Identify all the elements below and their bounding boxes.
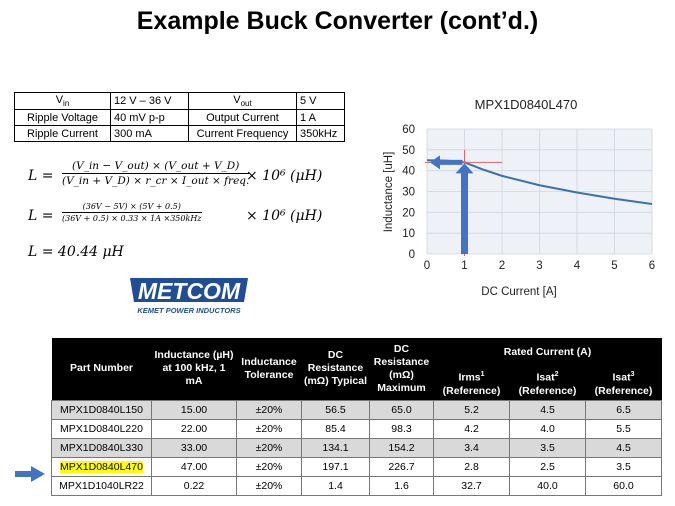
cell-inductance: 47.00 bbox=[152, 457, 237, 476]
fraction-bar bbox=[62, 212, 202, 213]
spec-cell: Current Frequency bbox=[189, 126, 297, 142]
equation-denominator: (V_in + V_D) × r_cr × I_out × freq. bbox=[62, 175, 250, 187]
y-tick-label: 10 bbox=[402, 228, 415, 241]
equation-result: L = 40.44 μH bbox=[28, 244, 124, 260]
highlighted-part-number: MPX1D0840L470 bbox=[60, 460, 143, 473]
x-tick-label: 0 bbox=[423, 260, 431, 272]
header-inductance: Inductance (µH) at 100 kHz, 1 mA bbox=[152, 338, 237, 400]
cell-part-number: MPX1D0840L330 bbox=[52, 438, 152, 457]
equation-lhs: L = bbox=[28, 168, 54, 184]
cell-tolerance: ±20% bbox=[237, 419, 302, 438]
y-tick-label: 0 bbox=[408, 249, 415, 261]
header-dcr-typical: DC Resistance (mΩ) Typical bbox=[302, 338, 370, 400]
spec-row bbox=[15, 126, 345, 142]
cell-dcr-maximum: 226.7 bbox=[370, 457, 434, 476]
spec-cell: 1 A bbox=[297, 110, 345, 126]
cell-tolerance: ±20% bbox=[237, 457, 302, 476]
equation-tail: × 10⁶ (μH) bbox=[246, 168, 323, 184]
cell-irms: 32.7 bbox=[434, 476, 510, 495]
cell-inductance: 22.00 bbox=[152, 419, 237, 438]
up-arrow-shaft bbox=[461, 172, 468, 254]
cell-tolerance: ±20% bbox=[237, 476, 302, 495]
cell-isat3: 4.5 bbox=[586, 438, 662, 457]
cell-isat2: 2.5 bbox=[510, 457, 586, 476]
spec-cell: Ripple Voltage bbox=[15, 110, 111, 126]
chart-title: MPX1D0840L470 bbox=[474, 97, 578, 112]
cell-dcr-typical: 197.1 bbox=[302, 457, 370, 476]
header-row bbox=[52, 338, 662, 366]
header-irms: Irms$^1$ (Reference) bbox=[434, 366, 510, 400]
cell-isat2: 4.0 bbox=[510, 419, 586, 438]
header-tolerance: Inductance Tolerance bbox=[237, 338, 302, 400]
y-tick-label: 50 bbox=[402, 144, 415, 157]
cell-dcr-typical: 85.4 bbox=[302, 419, 370, 438]
equation-fraction bbox=[62, 160, 249, 187]
inductance-chart bbox=[372, 92, 672, 302]
left-arrow-shaft bbox=[439, 160, 463, 165]
spec-cell: 40 mV p-p bbox=[111, 110, 189, 126]
y-tick-label: 30 bbox=[402, 186, 415, 199]
table-row bbox=[52, 476, 662, 495]
equation-3 bbox=[28, 244, 124, 260]
table-row-highlighted bbox=[52, 457, 662, 476]
chart-y-axis-label: Inductance [uH] bbox=[383, 151, 395, 233]
equation-numerator: (V_in − V_out) × (V_out + V_D) bbox=[72, 160, 240, 172]
logo-wordmark: METCOM bbox=[137, 278, 241, 304]
y-tick-label: 40 bbox=[402, 165, 415, 178]
equation-tail: × 10⁶ (μH) bbox=[246, 208, 323, 224]
cell-irms: 4.2 bbox=[434, 419, 510, 438]
equation-2 bbox=[28, 202, 368, 232]
spec-cell: $V_{in}$ bbox=[15, 93, 111, 110]
row-pointer-arrow-icon bbox=[15, 466, 45, 482]
x-tick-label: 2 bbox=[498, 260, 506, 272]
spec-cell: 12 V – 36 V bbox=[111, 93, 189, 110]
chart-grid bbox=[427, 129, 652, 254]
spec-cell: Output Current bbox=[189, 110, 297, 126]
cell-isat2: 40.0 bbox=[510, 476, 586, 495]
equation-fraction bbox=[62, 202, 202, 223]
cell-irms: 2.8 bbox=[434, 457, 510, 476]
cell-dcr-maximum: 154.2 bbox=[370, 438, 434, 457]
cell-dcr-maximum: 1.6 bbox=[370, 476, 434, 495]
cell-isat3: 6.5 bbox=[586, 400, 662, 419]
cell-dcr-maximum: 65.0 bbox=[370, 400, 434, 419]
equation-denominator: (36V + 0.5) × 0.33 × 1A ×350kHz bbox=[62, 214, 202, 223]
cell-dcr-typical: 134.1 bbox=[302, 438, 370, 457]
spec-table bbox=[14, 92, 345, 142]
metcom-logo bbox=[126, 272, 252, 318]
cell-part-number bbox=[52, 457, 152, 476]
table-row bbox=[52, 419, 662, 438]
cell-dcr-typical: 56.5 bbox=[302, 400, 370, 419]
y-tick-label: 60 bbox=[402, 124, 415, 136]
spec-row bbox=[15, 110, 345, 126]
x-tick-label: 5 bbox=[611, 260, 618, 272]
header-isat3: Isat$^3$ (Reference) bbox=[586, 366, 662, 400]
cell-tolerance: ±20% bbox=[237, 438, 302, 457]
cell-inductance: 0.22 bbox=[152, 476, 237, 495]
cell-irms: 5.2 bbox=[434, 400, 510, 419]
x-tick-label: 4 bbox=[573, 260, 581, 272]
fraction-bar bbox=[62, 173, 249, 174]
parts-table bbox=[51, 338, 662, 496]
logo-tagline: KEMET POWER INDUCTORS bbox=[137, 306, 241, 315]
equation-numerator: (36V − 5V) × (5V + 0.5) bbox=[82, 202, 181, 211]
equation-1 bbox=[28, 160, 368, 196]
cell-part-number: MPX1D1040LR22 bbox=[52, 476, 152, 495]
spec-cell: 350kHz bbox=[297, 126, 345, 142]
cell-part-number: MPX1D0840L220 bbox=[52, 419, 152, 438]
x-tick-label: 6 bbox=[648, 260, 656, 272]
cell-inductance: 33.00 bbox=[152, 438, 237, 457]
header-rated-current: Rated Current (A) bbox=[434, 338, 662, 366]
spec-cell: $V_{out}$ bbox=[189, 93, 297, 110]
cell-isat2: 4.5 bbox=[510, 400, 586, 419]
table-row bbox=[52, 400, 662, 419]
x-tick-label: 3 bbox=[536, 260, 543, 272]
table-row bbox=[52, 438, 662, 457]
cell-isat3: 3.5 bbox=[586, 457, 662, 476]
cell-tolerance: ±20% bbox=[237, 400, 302, 419]
header-isat2: Isat$^2$ (Reference) bbox=[510, 366, 586, 400]
cell-dcr-typical: 1.4 bbox=[302, 476, 370, 495]
spec-cell: 5 V bbox=[297, 93, 345, 110]
y-tick-label: 20 bbox=[402, 207, 415, 220]
header-dcr-maximum: DC Resistance (mΩ) Maximum bbox=[370, 338, 434, 400]
cell-isat3: 5.5 bbox=[586, 419, 662, 438]
cell-isat3: 60.0 bbox=[586, 476, 662, 495]
cell-inductance: 15.00 bbox=[152, 400, 237, 419]
slide-title: Example Buck Converter (cont’d.) bbox=[136, 7, 539, 35]
spec-cell: 300 mA bbox=[111, 126, 189, 142]
cell-isat2: 3.5 bbox=[510, 438, 586, 457]
cell-irms: 3.4 bbox=[434, 438, 510, 457]
cell-dcr-maximum: 98.3 bbox=[370, 419, 434, 438]
chart-x-axis-label: DC Current [A] bbox=[481, 286, 557, 298]
header-part-number: Part Number bbox=[52, 338, 152, 400]
x-tick-label: 1 bbox=[461, 260, 468, 272]
cell-part-number: MPX1D0840L150 bbox=[52, 400, 152, 419]
equation-lhs: L = bbox=[28, 208, 54, 224]
spec-row bbox=[15, 93, 345, 110]
spec-cell: Ripple Current bbox=[15, 126, 111, 142]
